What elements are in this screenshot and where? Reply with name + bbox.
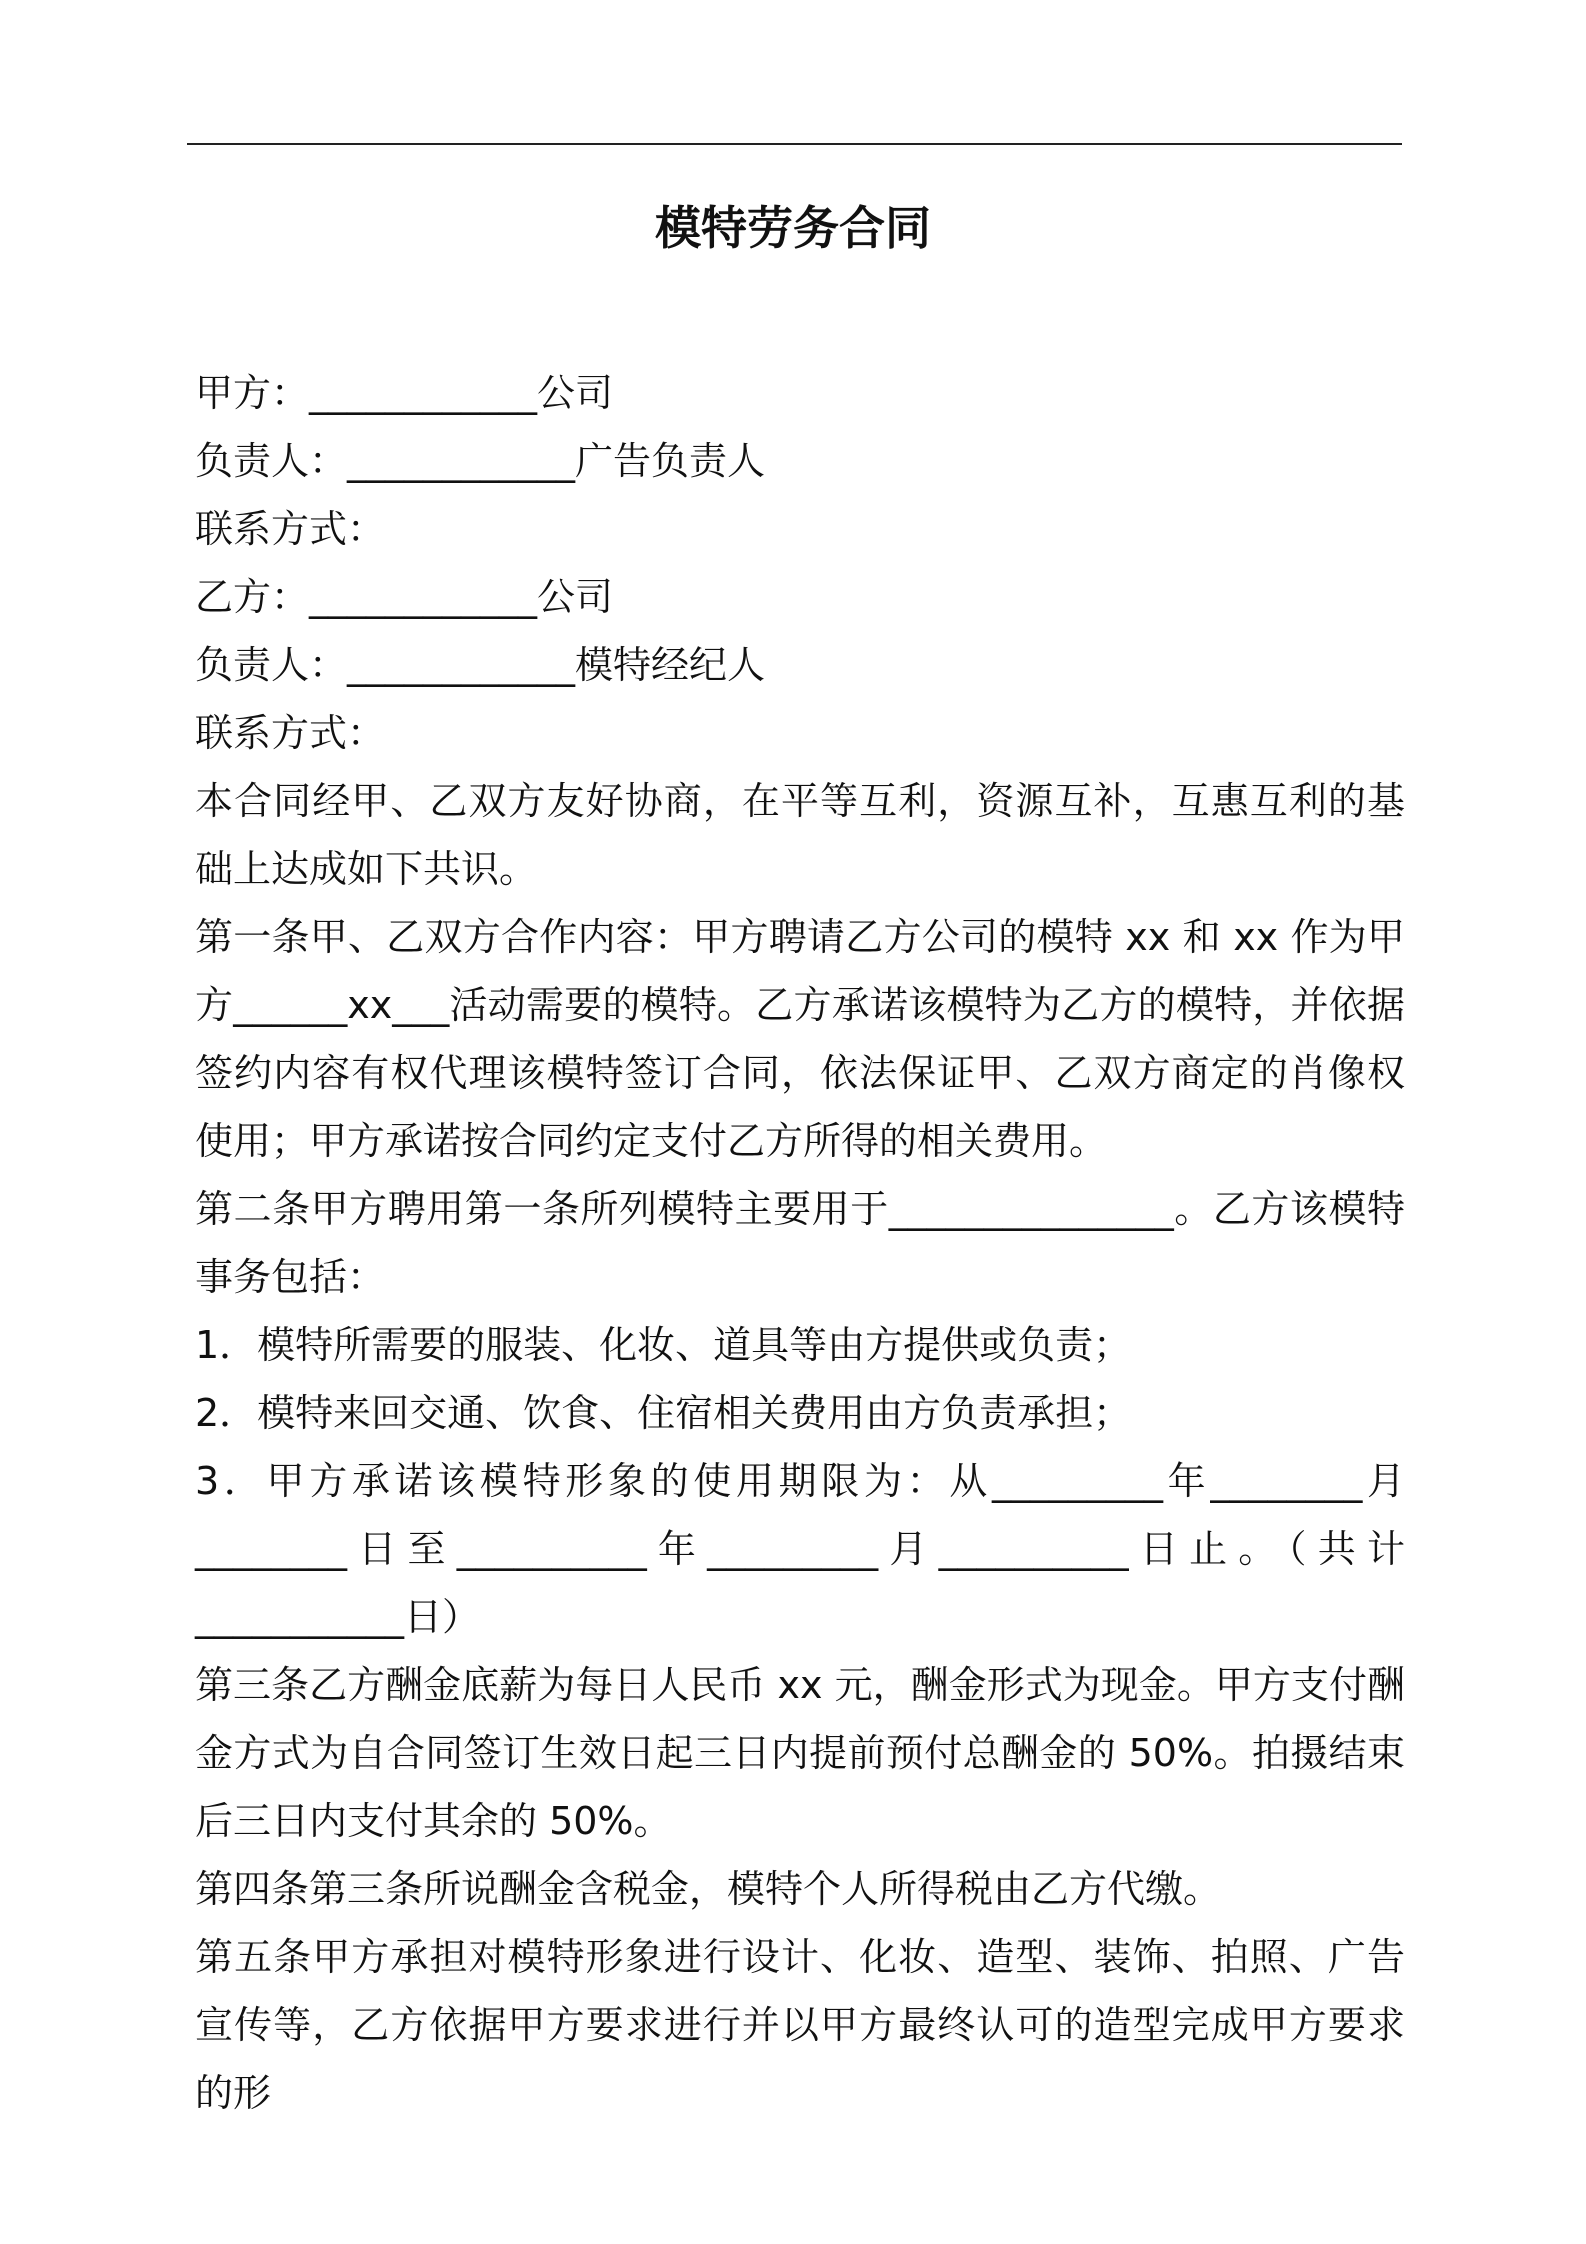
article-1-paragraph: 第一条甲、乙双方合作内容：甲方聘请乙方公司的模特 xx 和 xx 作为甲方______xx___活动需要的模特。乙方承诺该模特为乙方的模特，并依据签约内容有权代理该模特签订合同，依法保证甲、乙双方商定的肖像权使用；甲方承诺按合同约定支付乙方所得的相关费用。 — [195, 915, 1405, 1163]
party-b-line: 乙方：____________公司 — [195, 575, 614, 619]
party-b-representative-line: 负责人：____________模特经纪人 — [195, 643, 766, 687]
article-4-paragraph: 第四条第三条所说酬金含税金，模特个人所得税由乙方代缴。 — [195, 1867, 1222, 1911]
document-title: 模特劳务合同 — [655, 201, 931, 255]
party-a-line: 甲方：____________公司 — [195, 371, 614, 415]
preamble-paragraph: 本合同经甲、乙双方友好协商，在平等互利，资源互补，互惠互利的基础上达成如下共识。 — [195, 779, 1405, 891]
contract-body — [195, 359, 1405, 2127]
party-b-contact-line: 联系方式： — [195, 711, 386, 755]
party-a-representative-line: 负责人：____________广告负责人 — [195, 439, 766, 483]
article-2-item-2: 2．模特来回交通、饮食、住宿相关费用由方负责承担； — [195, 1391, 1132, 1435]
article-3-paragraph: 第三条乙方酬金底薪为每日人民币 xx 元，酬金形式为现金。甲方支付酬金方式为自合同签订生效日起三日内提前预付总酬金的 50%。拍摄结束后三日内支付其余的 50%。 — [195, 1663, 1405, 1843]
article-2-item-3: 3．甲方承诺该模特形象的使用期限为：从_________年________月________日至__________年_________月__________日止。（共计___________日） — [195, 1459, 1405, 1639]
article-2-paragraph: 第二条甲方聘用第一条所列模特主要用于_______________。乙方该模特事务包括： — [195, 1187, 1405, 1299]
header-rule — [187, 143, 1402, 145]
article-2-item-1: 1．模特所需要的服装、化妆、道具等由方提供或负责； — [195, 1323, 1132, 1367]
party-a-contact-line: 联系方式： — [195, 507, 386, 551]
article-5-paragraph: 第五条甲方承担对模特形象进行设计、化妆、造型、装饰、拍照、广告宣传等，乙方依据甲方要求进行并以甲方最终认可的造型完成甲方要求的形 — [195, 1935, 1405, 2115]
